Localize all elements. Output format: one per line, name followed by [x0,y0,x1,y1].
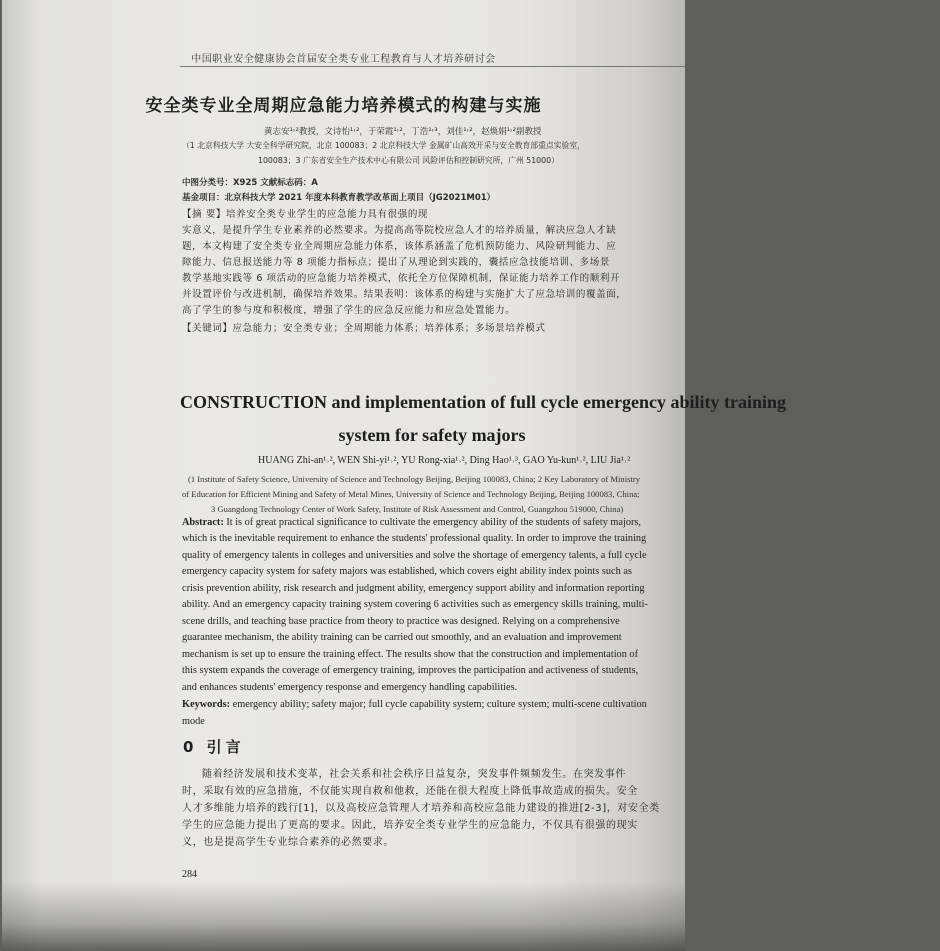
authors-english: HUANG Zhi-an¹˒², WEN Shi-yi¹˒², YU Rong-xia¹˒², Ding Hao¹˒³, GAO Yu-kun¹˒², LIU Jia¹˒² [258,455,631,466]
affiliation-english-line-3: 3 Guangdong Technology Center of Work Safety, Institute of Risk Assessment and Control, Guangzhou 519000, China) [211,504,624,514]
abstract-english-line-3: quality of emergency talents in colleges and universities and solve the shortage of emergency talents, a full cycle [182,550,647,561]
keywords-chinese: 【关键词】应急能力；安全类专业；全周期能力体系；培养体系；多场景培养模式 [182,323,546,334]
abstract-english-line-7: scene drills, and teaching base practice from theory to practice was designed. Relying on a comprehensive [182,616,620,627]
affiliation-english-line-1: (1 Institute of Safety Science, University of Science and Technology Beijing, Beijing 100083, China; 2 Key Laboratory of Ministry [188,474,640,484]
paper-title-english-line-2: system for safety majors [338,425,526,445]
authors-chinese: 黄志安¹˒²教授，文诗怡¹˒²，于荣霞¹˒²，丁浩¹˒³，刘佳¹˒²，赵焕娟¹˒²副教授 [264,127,542,137]
abstract-label: Abstract: [182,517,224,528]
page-number: 284 [182,869,197,880]
intro-cn-line-5: 义，也是提高学生专业综合素养的必然要求。 [182,837,394,848]
abstract-english-line-10: this system expands the coverage of emergency training, improves the participation and activeness of students, [182,665,639,676]
intro-cn-line-1: 随着经济发展和技术变革，社会关系和社会秩序日益复杂，突发事件频频发生。在突发事件 [202,769,626,780]
document-page [2,0,786,951]
abstract-cn-line-2: 实意义，是提升学生专业素养的必然要求。为提高高等院校应急人才的培养质量，解决应急人才缺 [182,225,617,236]
fund-project: 基金项目：北京科技大学 2021 年度本科教育教学改革面上项目（JG2021M01） [182,193,496,203]
abstract-english-line-9: mechanism is set up to ensure the training effect. The results show that the construction and implementation of [182,649,639,660]
paper-title-english-line-1: CONSTRUCTION and implementation of full cycle emergency ability training [180,392,786,412]
scan-shadow [2,881,685,951]
abstract-english-line-2: which is the inevitable requirement to enhance the students' professional quality. In order to improve the training [182,533,647,544]
section-heading-introduction: 0 引言 [183,738,245,756]
keywords-english-line-2: mode [182,716,205,727]
keywords-english-line-1: Keywords: emergency ability; safety major; full cycle capability system; culture system; multi-scene cultivation [182,699,647,710]
header-rule [180,66,685,67]
intro-cn-line-4: 学生的应急能力提出了更高的要求。因此，培养安全类专业学生的应急能力，不仅具有很强的现实 [182,820,638,831]
abstract-cn-line-7: 高了学生的参与度和积极度，增强了学生的应急反应能力和应急处置能力。 [182,305,516,316]
abstract-english-line-11: and enhances students' emergency response and emergency handling capabilities. [182,682,518,693]
keywords-label: Keywords: [182,699,231,710]
abstract-cn-line-3: 题，本文构建了安全类专业全周期应急能力体系，该体系涵盖了危机预防能力、风险研判能力、应 [182,241,617,252]
paper-title-chinese: 安全类专业全周期应急能力培养模式的构建与实施 [145,96,542,116]
abstract-english-line-6: ability. And an emergency capacity training system covering 6 activities such as emergency skills training, multi- [182,599,648,610]
running-header: 中国职业安全健康协会首届安全类专业工程教育与人才培养研讨会 [191,54,496,65]
intro-cn-line-2: 时，采取有效的应急措施，不仅能实现自救和他救，还能在很大程度上降低事故造成的损失。安全 [182,786,638,797]
abstract-cn-line-1: 【摘 要】培养安全类专业学生的应急能力具有很强的现 [182,209,429,220]
affiliation-english-line-2: of Education for Efficient Mining and Safety of Metal Mines, University of Science and Technology Beijing, Beijing 100083, China; [182,489,640,499]
intro-cn-line-3: 人才多维能力培养的践行[1]，以及高校应急管理人才培养和高校应急能力建设的推进[2-3]，对安全类 [182,803,660,814]
abstract-cn-line-4: 障能力、信息报送能力等 8 项能力指标点；提出了从理论到实践的，囊括应急技能培训、多场景 [182,257,610,268]
abstract-english-line-1: Abstract: It is of great practical significance to cultivate the emergency ability of the students of safety majors, [182,517,642,528]
affiliation-chinese-line-1: （1 北京科技大学 大安全科学研究院，北京 100083；2 北京科技大学 金属矿山高效开采与安全教育部重点实验室， [182,141,585,150]
abstract-english-line-8: guarantee mechanism, the ability training can be carried out smoothly, and an evaluation and improvement [182,632,622,643]
abstract-english-line-5: crisis prevention ability, risk research and judgment ability, emergency support ability and information reporting [182,583,645,594]
abstract-cn-line-5: 教学基地实践等 6 项活动的应急能力培养模式，依托全方位保障机制，保证能力培养工作的顺利开 [182,273,621,284]
affiliation-chinese-line-2: 100083；3 广东省安全生产技术中心有限公司 风险评估和控制研究所，广州 51000） [258,156,559,165]
abstract-cn-line-6: 并设置评价与改进机制，确保培养效果。结果表明：该体系的构建与实施扩大了应急培训的覆盖面， [182,289,627,300]
abstract-english-line-4: emergency capacity system for safety majors was established, which covers eight ability index points such as [182,566,632,577]
classification-number: 中图分类号：X925 文献标志码：A [182,178,318,188]
